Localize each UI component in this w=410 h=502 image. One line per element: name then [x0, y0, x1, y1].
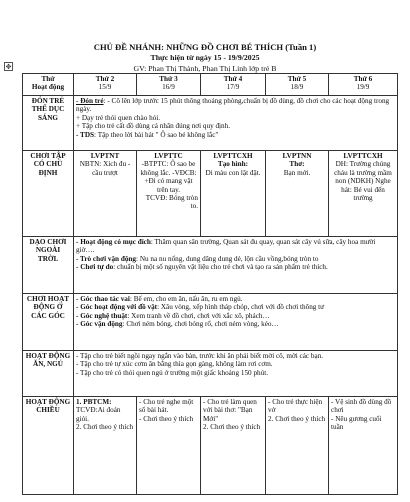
corners-row	[23, 294, 398, 351]
document-title: CHỦ ĐỀ NHÁNH: NHỮNG ĐỒ CHƠI BÉ THÍCH (Tuần 1)	[93, 42, 317, 52]
welcome-row	[23, 96, 398, 151]
weekly-plan-table	[22, 73, 398, 495]
afternoon-line: 2. Chơi theo ý thích	[268, 414, 326, 423]
learning-cell-mon	[74, 151, 137, 237]
learning-code: LVPTNT	[90, 152, 120, 160]
day-name: Thứ 2	[95, 75, 115, 83]
learning-text: DH: Trường chúng cháu là trường mầm non (NDKH) Nghe hát: Bé vui đến trường	[334, 160, 392, 203]
day-header-wed	[201, 74, 266, 96]
learning-title: Thơ:	[289, 160, 305, 169]
meal-line: - Tập cho trẻ biết ngồi ngay ngắn vào bàn, trước khi ăn phải biết mời cô, mời các bạn.	[76, 352, 324, 360]
date-range: Thực hiện từ ngày 15 - 19/9/2025	[150, 53, 260, 62]
corner-text: : Xâu vòng, xếp hình tháp chóp, chơi với đồ chơi thông tư	[157, 303, 325, 312]
outdoor-content	[74, 237, 398, 294]
afternoon-cell-fri	[329, 397, 398, 495]
day-header-mon	[74, 74, 137, 96]
learning-code: LVPTTCXH	[213, 152, 253, 160]
afternoon-line: - Cho trẻ thực hiện vở	[268, 398, 323, 415]
day-date: 18/9	[290, 83, 304, 92]
afternoon-cell-mon	[74, 397, 137, 495]
teacher-line: GV: Phan Thị Thành, Phan Thị Linh lớp trẻ B	[133, 64, 277, 73]
afternoon-line: TCVĐ:Ai đoán giỏi.	[76, 406, 121, 423]
day-name: Thứ 3	[159, 75, 178, 83]
corner-line	[76, 312, 395, 320]
learning-code: LVPTTCXH	[343, 152, 383, 160]
exercise-line	[76, 131, 395, 139]
outdoor-line	[76, 238, 395, 255]
corner-heading: - Góc thao tác vai	[76, 295, 130, 303]
learning-row	[23, 151, 398, 237]
learning-cell-fri	[329, 151, 398, 237]
day-date: 19/9	[356, 83, 370, 92]
section-label: ĐÓN TRẺ THỂ DỤC SÁNG	[23, 96, 74, 151]
outdoor-text: : chuẩn bị một số nguyên vật liệu cho trẻ chơi và tạo ra sản phẩm trẻ thích.	[113, 263, 328, 272]
table-header-row	[23, 74, 398, 96]
afternoon-cell-thu	[266, 397, 329, 495]
afternoon-line: 2. Chơi theo ý thích	[203, 423, 261, 432]
corner-line	[76, 303, 395, 311]
learning-title: Tạo hình:	[217, 160, 249, 169]
afternoon-line: 1. PBTCM:	[76, 398, 112, 406]
section-label: CHƠI TẬP CÓ CHỦ ĐỊNH	[23, 151, 74, 237]
corner-text: : Bế em, cho em ăn, nấu ăn, ru em ngủ.	[129, 295, 243, 303]
exercise-heading: - TDS	[76, 130, 95, 139]
meal-line: - Tập cho trẻ tự xúc cơm ăn bằng thìa gọn gàng, không làm rơi cơm.	[76, 360, 273, 369]
welcome-line	[76, 97, 395, 114]
learning-cell-tue	[137, 151, 201, 237]
corner-heading: - Góc nghệ thuật	[76, 311, 128, 320]
welcome-bullet: + Tập cho trẻ cất đồ dùng cá nhân đúng nơi quy định.	[76, 122, 231, 131]
learning-cell-thu	[266, 151, 329, 237]
learning-extra: TCVĐ: Bóng tròn to.	[145, 194, 198, 211]
meals-row	[23, 351, 398, 397]
corner-heading: - Góc vận động	[76, 320, 123, 329]
corner-line	[76, 320, 395, 328]
day-header-tue	[137, 74, 201, 96]
afternoon-cell-wed	[201, 397, 266, 495]
learning-text: -BTPTC: Ô sao be không lắc. -VĐCB: +Đi có mang vật trên tay.	[140, 160, 197, 194]
section-label: DẠO CHƠI NGOÀI TRỜI.	[23, 237, 74, 294]
welcome-heading: - Đón trẻ	[76, 97, 104, 105]
day-name: Thứ 5	[287, 75, 307, 83]
afternoon-line: - Cho trẻ nghe một số bài hát.	[139, 398, 194, 415]
welcome-content	[74, 96, 398, 151]
day-name: Thứ 4	[223, 75, 243, 83]
outdoor-heading: - Chơi tự do	[76, 263, 114, 272]
outdoor-row	[23, 237, 398, 294]
outdoor-heading: - Trò chơi vận động	[76, 254, 137, 263]
afternoon-row	[23, 397, 398, 495]
day-name: Thứ 6	[353, 75, 373, 83]
day-header-thu	[266, 74, 329, 96]
learning-code: LVPTNN	[282, 152, 312, 160]
exercise-text: : Tập theo lời bài hát " Ô sao bé không lắc"	[94, 130, 219, 139]
afternoon-cell-tue	[137, 397, 201, 495]
day-date: 17/9	[226, 83, 240, 92]
afternoon-line: 2. Chơi theo ý thích	[76, 423, 134, 432]
learning-text: Bạn mới.	[283, 168, 311, 177]
corner-day-label: Thứ	[41, 75, 55, 83]
corners-content	[74, 294, 398, 351]
corner-text: : Xem tranh về đồ chơi, chơi với xắc xô, phách…	[127, 311, 270, 320]
section-label: HOẠT ĐỘNG CHIỀU	[23, 397, 74, 495]
table-move-handle-icon[interactable]: ✥	[5, 63, 12, 71]
learning-cell-wed	[201, 151, 266, 237]
section-label: CHƠI HOẠT ĐỘNG Ở CÁC GÓC	[23, 294, 74, 351]
day-header-fri	[329, 74, 398, 96]
outdoor-heading: - Hoạt động có mục đích	[76, 238, 151, 246]
corner-activity-label: Hoạt động	[31, 83, 65, 92]
meal-line: - Tập cho trẻ có thói quen ngủ ở trường một giấc khoảng 150 phút.	[76, 368, 269, 377]
welcome-bullet: + Dạy trẻ thói quen chào hỏi.	[76, 113, 161, 122]
outdoor-line	[76, 255, 395, 263]
corner-heading: - Góc hoạt động với đồ vật	[76, 303, 158, 312]
day-date: 16/9	[162, 83, 175, 92]
outdoor-line	[76, 263, 395, 271]
afternoon-line: - Vệ sinh đồ dùng đồ chơi	[331, 398, 392, 415]
meals-content	[74, 351, 398, 397]
afternoon-line: - Chơi theo ý thích	[139, 414, 194, 423]
afternoon-line: - Nêu gương cuối tuần	[331, 414, 382, 432]
learning-text: NBTN: Xích đu - cầu trượt	[79, 160, 131, 177]
welcome-text: : - Cô lên lớp trước 15 phút thông thoáng phòng,chuẩn bị đồ dùng, đồ chơi cho các hoạt động trong ngày.	[76, 97, 390, 114]
corner-text: : Chơi ném bóng, chơi bóng rổ, chơi ném vòng, kéo…	[122, 320, 279, 329]
afternoon-line: - Cho trẻ làm quen với bài thơ: "Bạn Mới"	[203, 398, 257, 423]
outdoor-text: : Nu na nu nống, dung dăng dung dẻ, lộn cầu vồng,bóng tròn to	[136, 254, 319, 263]
day-date: 15/9	[98, 83, 112, 92]
learning-code: LVPTTC	[154, 152, 183, 160]
outdoor-text: : Thăm quan sân trường, Quan sát đu quay, quan sát cây vú sữa, cây hoa mười giờ….	[76, 238, 376, 255]
section-label: HOẠT ĐỘNG ĂN, NGỦ	[23, 351, 74, 397]
corner-cell	[23, 74, 74, 96]
learning-text: Di màu con lật đật.	[205, 168, 261, 177]
